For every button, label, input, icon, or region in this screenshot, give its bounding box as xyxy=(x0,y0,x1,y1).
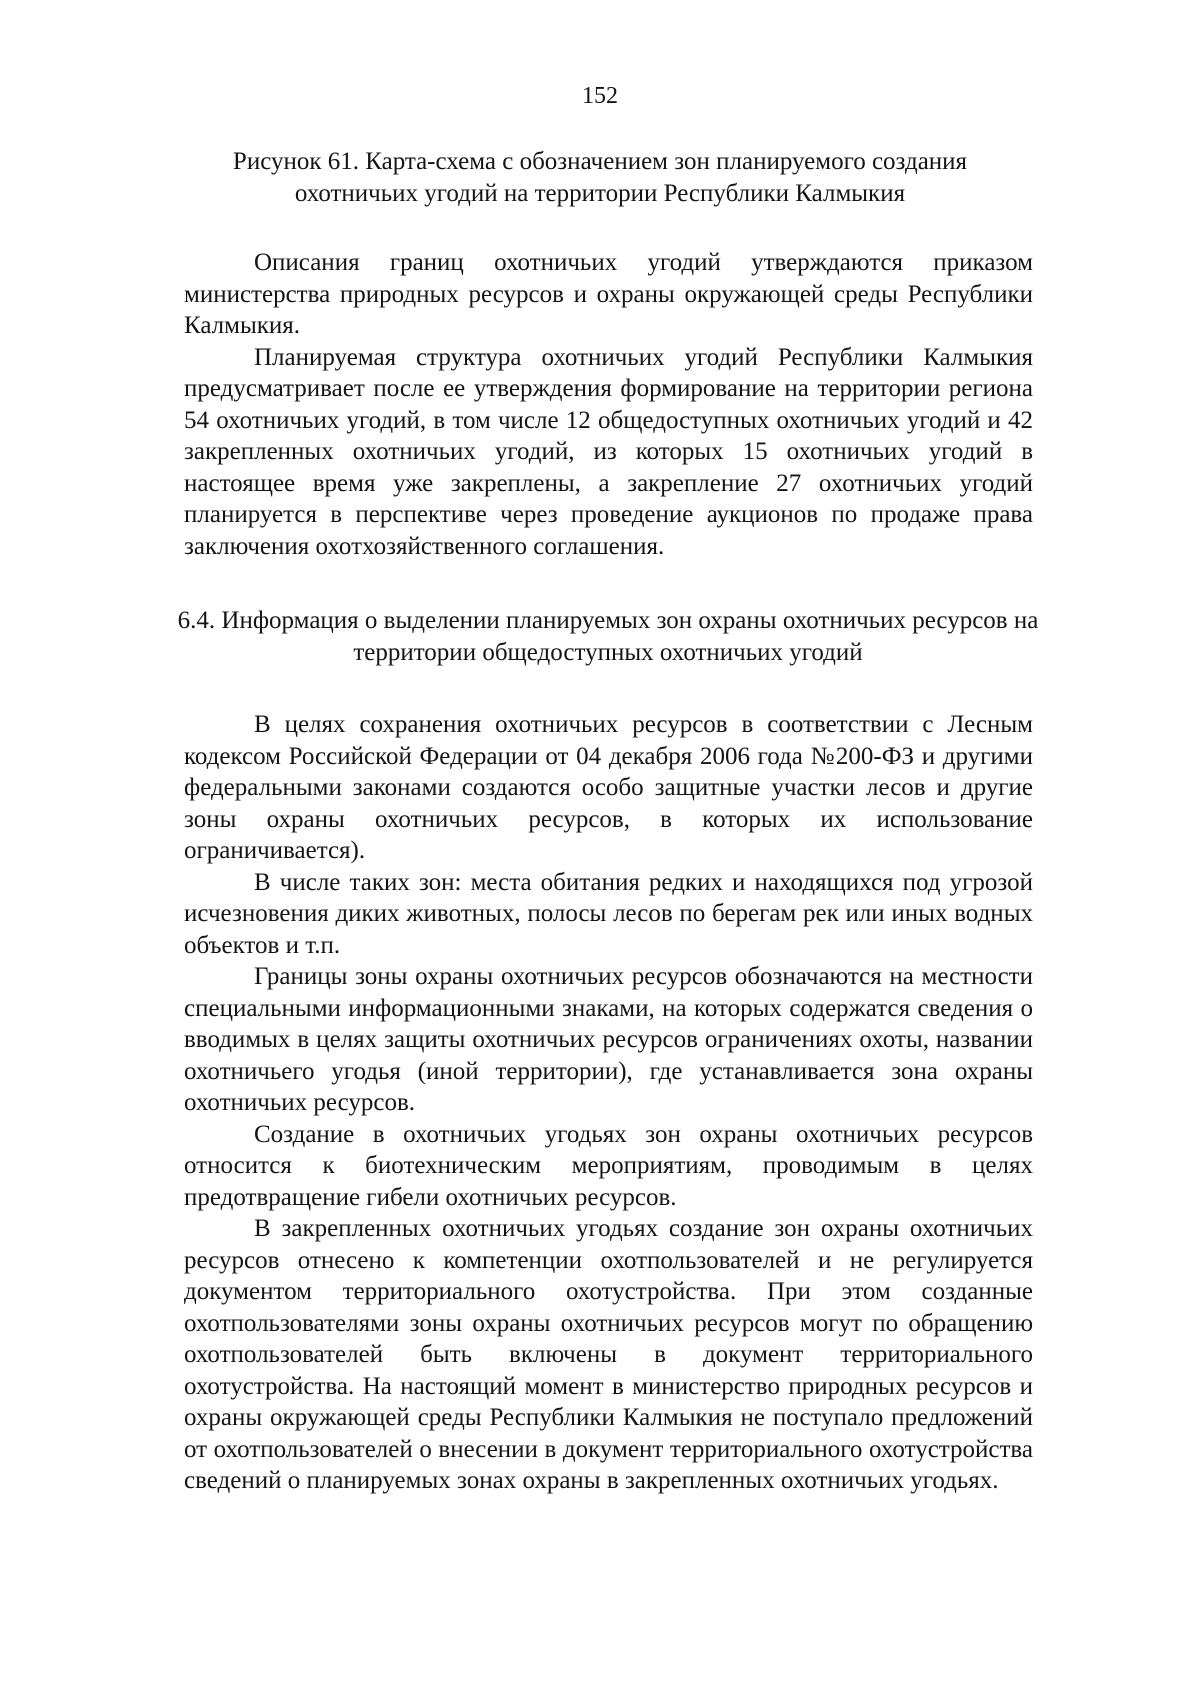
paragraph: Создание в охотничьих угодьях зон охраны охотничьих ресурсов относится к биотехническим мероприятиям, проводимым в целях предотвращение гибели охотничьих ресурсов. xyxy=(184,1120,1033,1211)
paragraph: Описания границ охотничьих угодий утверждаются приказом министерства природных ресурсов и охраны окружающей среды Республики Калмыкия. xyxy=(184,249,1033,339)
paragraph: В закрепленных охотничьих угодьях создание зон охраны охотничьих ресурсов отнесено к компетенции охотпользователей и не регулируется документом территориального охотустройства. При этом созданные охотпользователями зоны охраны охотничьих ресурсов могут по обращению охотпользователей быть включены в документ территориального охотустройства. На настоящий момент в министерство природных ресурсов и охраны окружающей среды Республики Калмыкия не поступало предложений от охотпользователей о внесении в документ территориального охотустройства сведений о планируемых зонах охраны в закрепленных охотничьих угодьях. xyxy=(184,1215,1033,1494)
section-heading: 6.4. Информация о выделении планируемых зон охраны охотничьих ресурсов на территории общедоступных охотничьих угодий xyxy=(177,607,1039,666)
figure-caption: Рисунок 61. Карта-схема с обозначением зон планируемого создания охотничьих угодий на территории Республики Калмыкия xyxy=(232,148,968,207)
intro-text xyxy=(184,247,1033,562)
page-number: 152 xyxy=(582,83,618,109)
paragraph: Планируемая структура охотничьих угодий Республики Калмыкия предусматривает после ее утверждения формирование на территории региона 54 охотничьих угодий, в том числе 12 общедоступных охотничьих угодий и 42 закрепленных охотничьих угодий, из которых 15 охотничьих угодий в настоящее время уже закреплены, а закрепление 27 охотничьих угодий планируется в перспективе через проведение аукционов по продаже права заключения охотхозяйственного соглашения. xyxy=(184,343,1033,560)
section-text xyxy=(184,709,1033,1497)
paragraph: В целях сохранения охотничьих ресурсов в соответствии с Лесным кодексом Российской Федерации от 04 декабря 2006 года №200-ФЗ и другими федеральными законами создаются особо защитные участки лесов и другие зоны охраны охотничьих ресурсов, в которых их использование ограничивается). xyxy=(184,711,1033,864)
paragraph: Границы зоны охраны охотничьих ресурсов обозначаются на местности специальными информационными знаками, на которых содержатся сведения о вводимых в целях защиты охотничьих ресурсов ограничениях охоты, названии охотничьего угодья (иной территории), где устанавливается зона охраны охотничьих ресурсов. xyxy=(184,963,1033,1116)
paragraph: В числе таких зон: места обитания редких и находящихся под угрозой исчезновения диких животных, полосы лесов по берегам рек или иных водных объектов и т.п. xyxy=(184,868,1033,959)
